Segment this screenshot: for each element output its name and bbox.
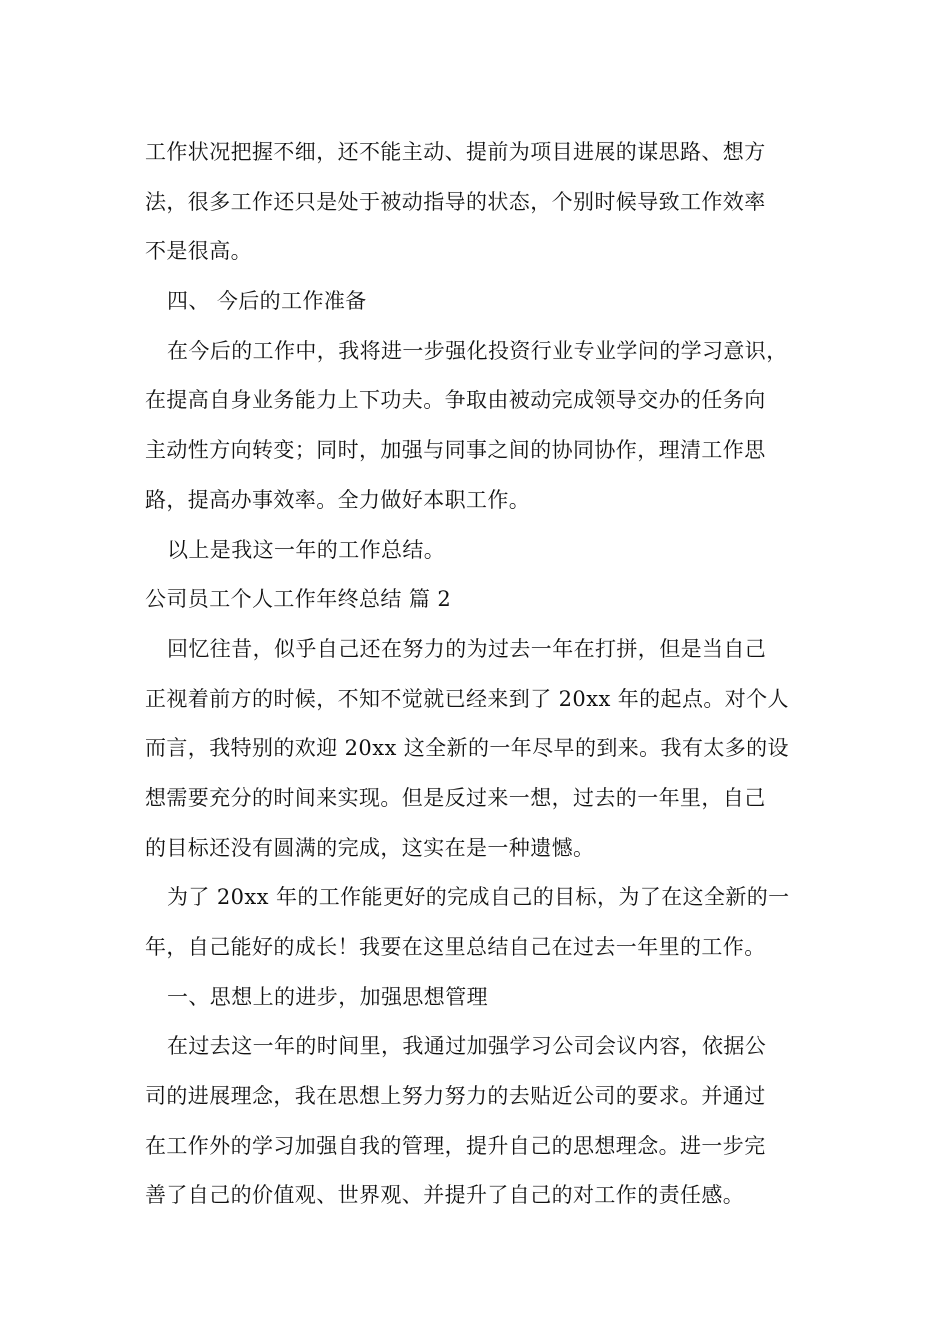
text-line: 以上是我这一年的工作总结。 bbox=[167, 537, 446, 562]
text-line: 善了自己的价值观、世界观、并提升了自己的对工作的责任感。 bbox=[145, 1183, 745, 1208]
section-heading: 四、 今后的工作准备 bbox=[167, 289, 367, 314]
text-line: 路，提高办事效率。全力做好本职工作。 bbox=[145, 487, 531, 512]
document-body bbox=[145, 128, 815, 1221]
text-line: 回忆往昔，似乎自己还在努力的为过去一年在打拼，但是当自己 bbox=[167, 636, 767, 661]
text-line: 的目标还没有圆满的完成，这实在是一种遗憾。 bbox=[145, 835, 595, 860]
text-line: 司的进展理念，我在思想上努力努力的去贴近公司的要求。并通过 bbox=[145, 1084, 766, 1109]
text-line: 想需要充分的时间来实现。但是反过来一想，过去的一年里，自己 bbox=[145, 785, 766, 810]
text-line: 工作状况把握不细，还不能主动、提前为项目进展的谋思路、想方 bbox=[145, 140, 766, 164]
text-line: 为了 20xx 年的工作能更好的完成自己的目标，为了在这全新的一 bbox=[167, 885, 790, 910]
text-line: 年，自己能好的成长！我要在这里总结自己在过去一年里的工作。 bbox=[145, 935, 766, 959]
text-line: 在今后的工作中，我将进一步强化投资行业专业学问的学习意识， bbox=[167, 338, 788, 363]
text-line: 主动性方向转变；同时，加强与同事之间的协同协作，理清工作思 bbox=[145, 438, 766, 463]
text-line: 在工作外的学习加强自我的管理，提升自己的思想理念。进一步完 bbox=[145, 1133, 766, 1158]
text-line: 正视着前方的时候，不知不觉就已经来到了 20xx 年的起点。对个人 bbox=[145, 686, 789, 711]
text-line: 法，很多工作还只是处于被动指导的状态，个别时候导致工作效率 bbox=[145, 189, 766, 214]
text-line: 不是很高。 bbox=[145, 239, 252, 264]
section-heading: 一、思想上的进步，加强思想管理 bbox=[167, 984, 488, 1009]
article-title: 公司员工个人工作年终总结 篇 2 bbox=[145, 587, 452, 612]
text-line: 在过去这一年的时间里，我通过加强学习公司会议内容，依据公 bbox=[167, 1034, 767, 1059]
text-line: 而言，我特别的欢迎 20xx 这全新的一年尽早的到来。我有太多的设 bbox=[145, 736, 789, 761]
text-line: 在提高自身业务能力上下功夫。争取由被动完成领导交办的任务向 bbox=[145, 388, 766, 413]
